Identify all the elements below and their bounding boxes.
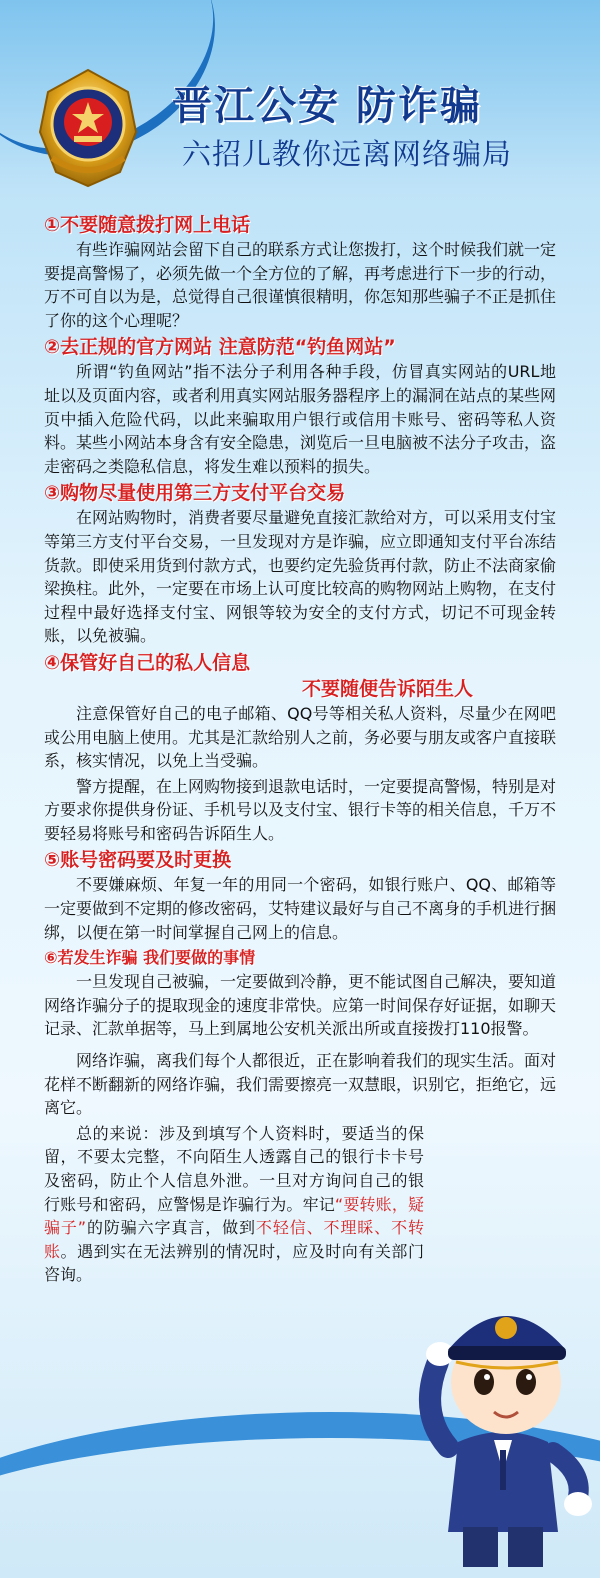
summary-text: 。遇到实在无法辨别的情况时，应及时向有关部门咨询。 (44, 1241, 424, 1285)
tip-section-2 (44, 334, 556, 478)
page-title: 晋江公安 防诈骗 (172, 83, 482, 129)
anti-fraud-motto: “要转账，疑骗子” (44, 1194, 424, 1238)
tip-heading: ①不要随意拨打网上电话 (44, 214, 251, 236)
tip-paragraph: 一旦发现自己被骗，一定要做到冷静，更不能试图自己解决，要知道网络诈骗分子的提取现金的速度非常快。应第一时间保存好证据，如聊天记录、汇款单据等，马上到属地公安机关派出所或直接拨打110报警。 (44, 972, 557, 1039)
page-subtitle: 六招儿教你远离网络骗局 (182, 137, 513, 171)
tip-paragraph: 注意保管好自己的电子邮箱、QQ号等相关私人资料，尽量少在网吧或公用电脑上使用。尤其是汇款给别人之前，务必要与朋友或客户直接联系，核实情况，以免上当受骗。 (44, 703, 557, 771)
police-emblem-icon (28, 62, 148, 192)
closing-summary (44, 1122, 424, 1287)
summary-text: 的防骗六字真言，做到 (86, 1218, 256, 1238)
summary-text: 总的来说：涉及到填写个人资料时，要适当的保留，不要太完整，不向陌生人透露自己的银行卡卡号及密码，防止个人信息外泄。一旦对方询问自己的银行账号和密码，应警惕是诈骗行为。牢记 (44, 1123, 424, 1214)
tip-paragraph: 不要嫌麻烦、年复一年的用同一个密码，如银行账户、QQ、邮箱等一定要做到不定期的修改密码，艾特建议最好与自己不离身的手机进行捆绑，以便在第一时间掌握自己网上的信息。 (44, 875, 557, 942)
tip-paragraph: 所谓“钓鱼网站”指不法分子利用各种手段，仿冒真实网站的URL地址以及页面内容，或者利用真实网站服务器程序上的漏洞在站点的某些网页中插入危险代码，以此来骗取用户银行或信用卡账号、密码等私人资料。某些小网站本身含有安全隐患，浏览后一旦电脑被不法分子攻击，盗走密码之类隐私信息，将发生难以预料的损失。 (44, 362, 557, 476)
tip-paragraph: 警方提醒，在上网购物接到退款电话时，一定要提高警惕，特别是对方要求你提供身份证、手机号以及支付宝、银行卡等的相关信息，千万不要轻易将账号和密码告诉陌生人。 (44, 776, 557, 843)
three-nos-rule: 不轻信、不理睬、不转账 (44, 1218, 424, 1261)
tip-section-1 (44, 212, 556, 332)
tips-content (44, 212, 556, 1289)
tip-heading: ④保管好自己的私人信息 (44, 651, 251, 674)
tip-heading-continued: 不要随便告诉陌生人 (302, 677, 474, 700)
tip-paragraph: 有些诈骗网站会留下自己的联系方式让您拨打，这个时候我们就一定要提高警惕了，必须先做一个全方位的了解，再考虑进行下一步的行动，万不可自以为是，总觉得自己很谨慎很精明，你怎知那些骗子不正是抓住了你的这个心理呢？ (44, 240, 557, 330)
tip-heading: ②去正规的官方网站 注意防范“钓鱼网站” (44, 336, 396, 359)
tip-heading: ③购物尽量使用第三方支付平台交易 (44, 482, 346, 505)
tip-section-4 (44, 650, 556, 846)
closing-paragraph: 网络诈骗，离我们每个人都很近，正在影响着我们的现实生活。面对花样不断翻新的网络诈骗，我们需要擦亮一双慧眼，识别它，拒绝它，远离它。 (44, 1051, 557, 1118)
closing-section (44, 1049, 556, 1287)
tip-section-3 (44, 480, 556, 648)
tip-heading: ⑥若发生诈骗 我们要做的事情 (44, 948, 256, 968)
police-officer-cartoon-icon (408, 1272, 598, 1572)
tip-paragraph: 在网站购物时，消费者要尽量避免直接汇款给对方，可以采用支付宝等第三方支付平台交易，一旦发现对方是诈骗，应立即通知支付平台冻结货款。即使采用货到付款方式，也要约定先验货再付款，防止不法商家偷梁换柱。此外，一定要在市场上认可度比较高的购物网站上购物，在支付过程中最好选择支付宝、网银等较为安全的支付方式，切记不可现金转账，以免被骗。 (44, 508, 557, 646)
tip-section-6 (44, 946, 556, 1041)
tip-section-5 (44, 847, 556, 944)
tip-heading: ⑤账号密码要及时更换 (44, 849, 232, 872)
